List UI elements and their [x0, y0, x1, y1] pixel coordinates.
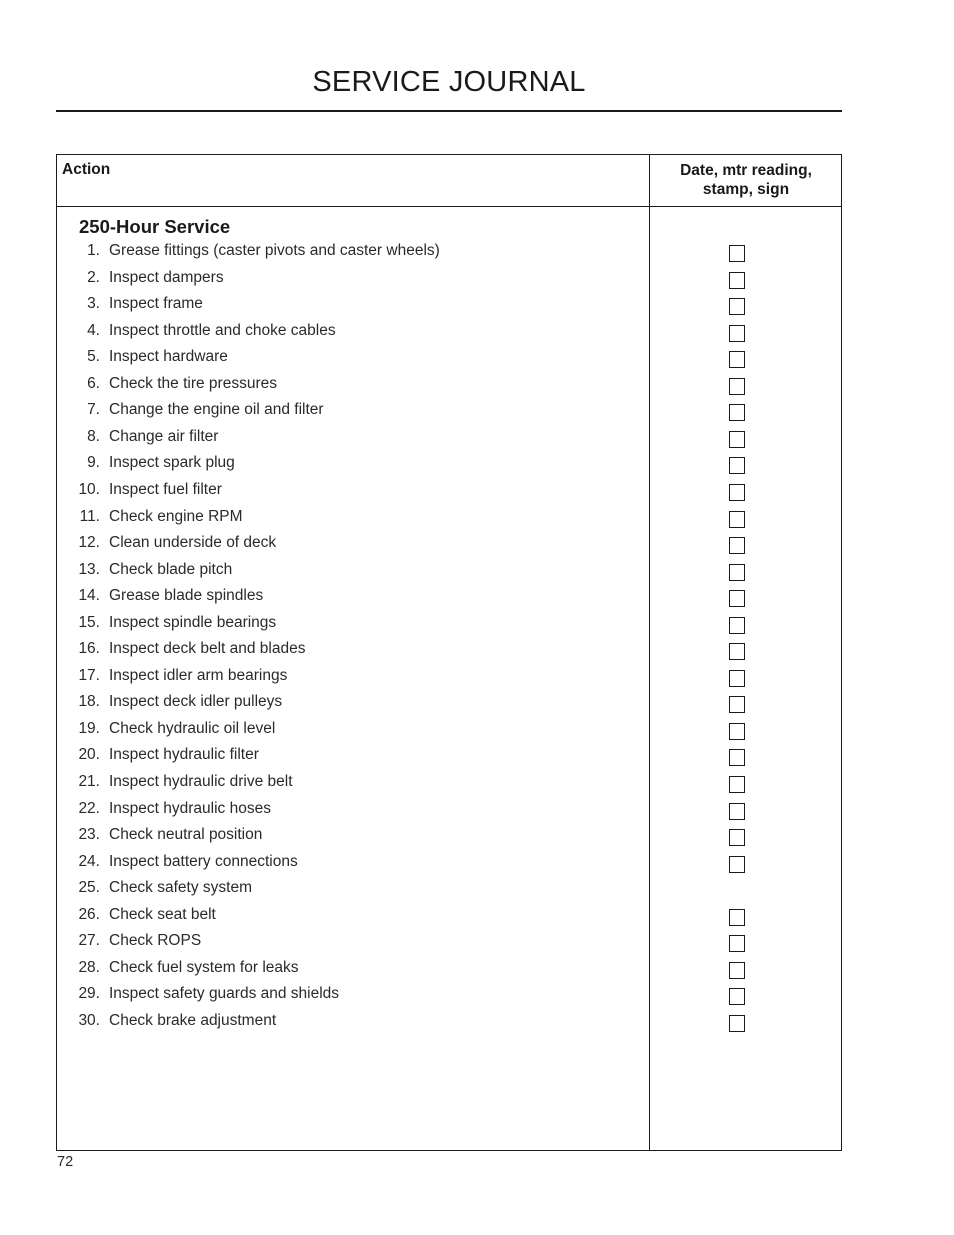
service-checkbox[interactable] — [729, 245, 745, 262]
item-action-text: Check fuel system for leaks — [109, 958, 299, 976]
item-action-text: Check safety system — [109, 879, 252, 897]
item-action-text: Check the tire pressures — [109, 374, 277, 392]
item-number: 2. — [87, 268, 100, 286]
service-checkbox[interactable] — [729, 935, 745, 952]
list-item — [57, 322, 649, 344]
service-checkbox[interactable] — [729, 803, 745, 820]
service-journal-table — [56, 154, 842, 1151]
list-item — [57, 667, 649, 689]
item-action-text: Inspect hydraulic hoses — [109, 799, 271, 817]
item-action-text: Inspect hydraulic drive belt — [109, 773, 293, 790]
list-item — [57, 985, 649, 1007]
service-checkbox[interactable] — [729, 988, 745, 1005]
item-number: 13. — [78, 560, 100, 578]
item-number: 22. — [78, 799, 100, 817]
item-action-text: Change the engine oil and filter — [109, 401, 324, 419]
item-action-text: Inspect dampers — [109, 268, 224, 286]
list-item — [57, 587, 649, 609]
item-number: 12. — [78, 534, 100, 552]
item-number: 15. — [78, 613, 100, 631]
item-action-text: Inspect spark plug — [109, 454, 235, 472]
item-action-text: Grease fittings (caster pivots and caster wheels) — [109, 242, 440, 259]
list-item — [57, 401, 649, 423]
item-number: 8. — [87, 427, 100, 445]
header-date-stamp: Date, mtr reading, stamp, sign — [680, 162, 812, 198]
item-number: 4. — [87, 321, 100, 339]
service-checkbox[interactable] — [729, 776, 745, 793]
list-item — [57, 693, 649, 715]
item-number: 25. — [78, 879, 100, 897]
item-number: 18. — [78, 693, 100, 711]
service-checkbox[interactable] — [729, 272, 745, 289]
item-number: 10. — [78, 480, 100, 498]
title-rule — [56, 110, 842, 112]
service-checkbox[interactable] — [729, 829, 745, 846]
service-checkbox[interactable] — [729, 298, 745, 315]
item-action-text: Check ROPS — [109, 932, 202, 950]
item-number: 1. — [87, 242, 100, 259]
list-item — [57, 269, 649, 291]
list-item — [57, 853, 649, 875]
item-number: 14. — [78, 587, 100, 605]
list-item — [57, 428, 649, 450]
item-action-text: Clean underside of deck — [109, 534, 277, 552]
list-item — [57, 932, 649, 954]
header-divider — [57, 206, 841, 207]
list-item — [57, 720, 649, 742]
service-checkbox[interactable] — [729, 670, 745, 687]
item-action-text: Inspect idler arm bearings — [109, 666, 288, 684]
service-checkbox[interactable] — [729, 325, 745, 342]
item-number: 9. — [87, 454, 100, 472]
item-number: 6. — [87, 374, 100, 392]
item-number: 29. — [78, 985, 100, 1003]
item-number: 26. — [78, 905, 100, 923]
list-item — [57, 508, 649, 530]
service-checkbox[interactable] — [729, 564, 745, 581]
list-item — [57, 826, 649, 848]
service-checkbox[interactable] — [729, 484, 745, 501]
service-checkbox[interactable] — [729, 457, 745, 474]
service-checkbox[interactable] — [729, 909, 745, 926]
service-checkbox[interactable] — [729, 431, 745, 448]
service-checkbox[interactable] — [729, 511, 745, 528]
item-action-text: Change air filter — [109, 427, 219, 445]
list-item — [57, 614, 649, 636]
service-checkbox[interactable] — [729, 643, 745, 660]
list-item — [57, 454, 649, 476]
item-number: 16. — [78, 640, 100, 658]
list-item — [57, 959, 649, 981]
item-number: 17. — [78, 666, 100, 684]
service-checkbox[interactable] — [729, 617, 745, 634]
page-title: SERVICE JOURNAL — [312, 66, 586, 98]
item-number: 21. — [78, 773, 100, 790]
item-action-text: Inspect battery connections — [109, 852, 298, 870]
item-action-text: Check neutral position — [109, 826, 263, 844]
item-action-text: Inspect deck belt and blades — [109, 640, 306, 658]
item-action-text: Check blade pitch — [109, 560, 233, 578]
list-item — [57, 879, 649, 901]
item-action-text: Inspect hydraulic filter — [109, 746, 259, 764]
service-checkbox[interactable] — [729, 696, 745, 713]
list-item — [57, 534, 649, 556]
service-checkbox[interactable] — [729, 378, 745, 395]
list-item — [57, 295, 649, 317]
item-action-text: Inspect safety guards and shields — [109, 985, 340, 1003]
section-title: 250-Hour Service — [79, 216, 231, 237]
service-checkbox[interactable] — [729, 749, 745, 766]
item-number: 3. — [87, 295, 100, 313]
service-checkbox[interactable] — [729, 537, 745, 554]
service-checkbox[interactable] — [729, 590, 745, 607]
item-number: 24. — [78, 852, 100, 870]
item-number: 20. — [78, 746, 100, 764]
list-item — [57, 375, 649, 397]
item-action-text: Inspect fuel filter — [109, 480, 222, 498]
list-item — [57, 1012, 649, 1034]
item-action-text: Inspect throttle and choke cables — [109, 321, 336, 339]
list-item — [57, 773, 649, 795]
item-number: 28. — [78, 958, 100, 976]
list-item — [57, 242, 649, 264]
service-checkbox[interactable] — [729, 856, 745, 873]
item-number: 19. — [78, 719, 100, 737]
item-number: 5. — [87, 348, 100, 366]
list-item — [57, 800, 649, 822]
item-action-text: Check brake adjustment — [109, 1011, 277, 1029]
item-action-text: Inspect deck idler pulleys — [109, 693, 283, 711]
service-checkbox[interactable] — [729, 351, 745, 368]
column-divider — [649, 155, 650, 1150]
item-number: 23. — [78, 826, 100, 844]
service-checkbox[interactable] — [729, 723, 745, 740]
page-number: 72 — [57, 1154, 74, 1170]
list-item — [57, 481, 649, 503]
header-action: Action — [62, 161, 111, 178]
list-item — [57, 640, 649, 662]
item-action-text: Check hydraulic oil level — [109, 719, 276, 737]
list-item — [57, 348, 649, 370]
service-checkbox[interactable] — [729, 404, 745, 421]
item-action-text: Inspect frame — [109, 295, 203, 313]
item-number: 30. — [78, 1011, 100, 1029]
list-item — [57, 746, 649, 768]
list-item — [57, 906, 649, 928]
service-checkbox[interactable] — [729, 1015, 745, 1032]
item-number: 27. — [78, 932, 100, 950]
item-number: 11. — [79, 507, 100, 525]
service-checkbox[interactable] — [729, 962, 745, 979]
item-action-text: Inspect hardware — [109, 348, 228, 366]
item-action-text: Check seat belt — [109, 905, 216, 923]
item-action-text: Grease blade spindles — [109, 587, 264, 605]
item-action-text: Check engine RPM — [109, 507, 243, 525]
item-number: 7. — [87, 401, 100, 419]
item-action-text: Inspect spindle bearings — [109, 613, 277, 631]
list-item — [57, 561, 649, 583]
